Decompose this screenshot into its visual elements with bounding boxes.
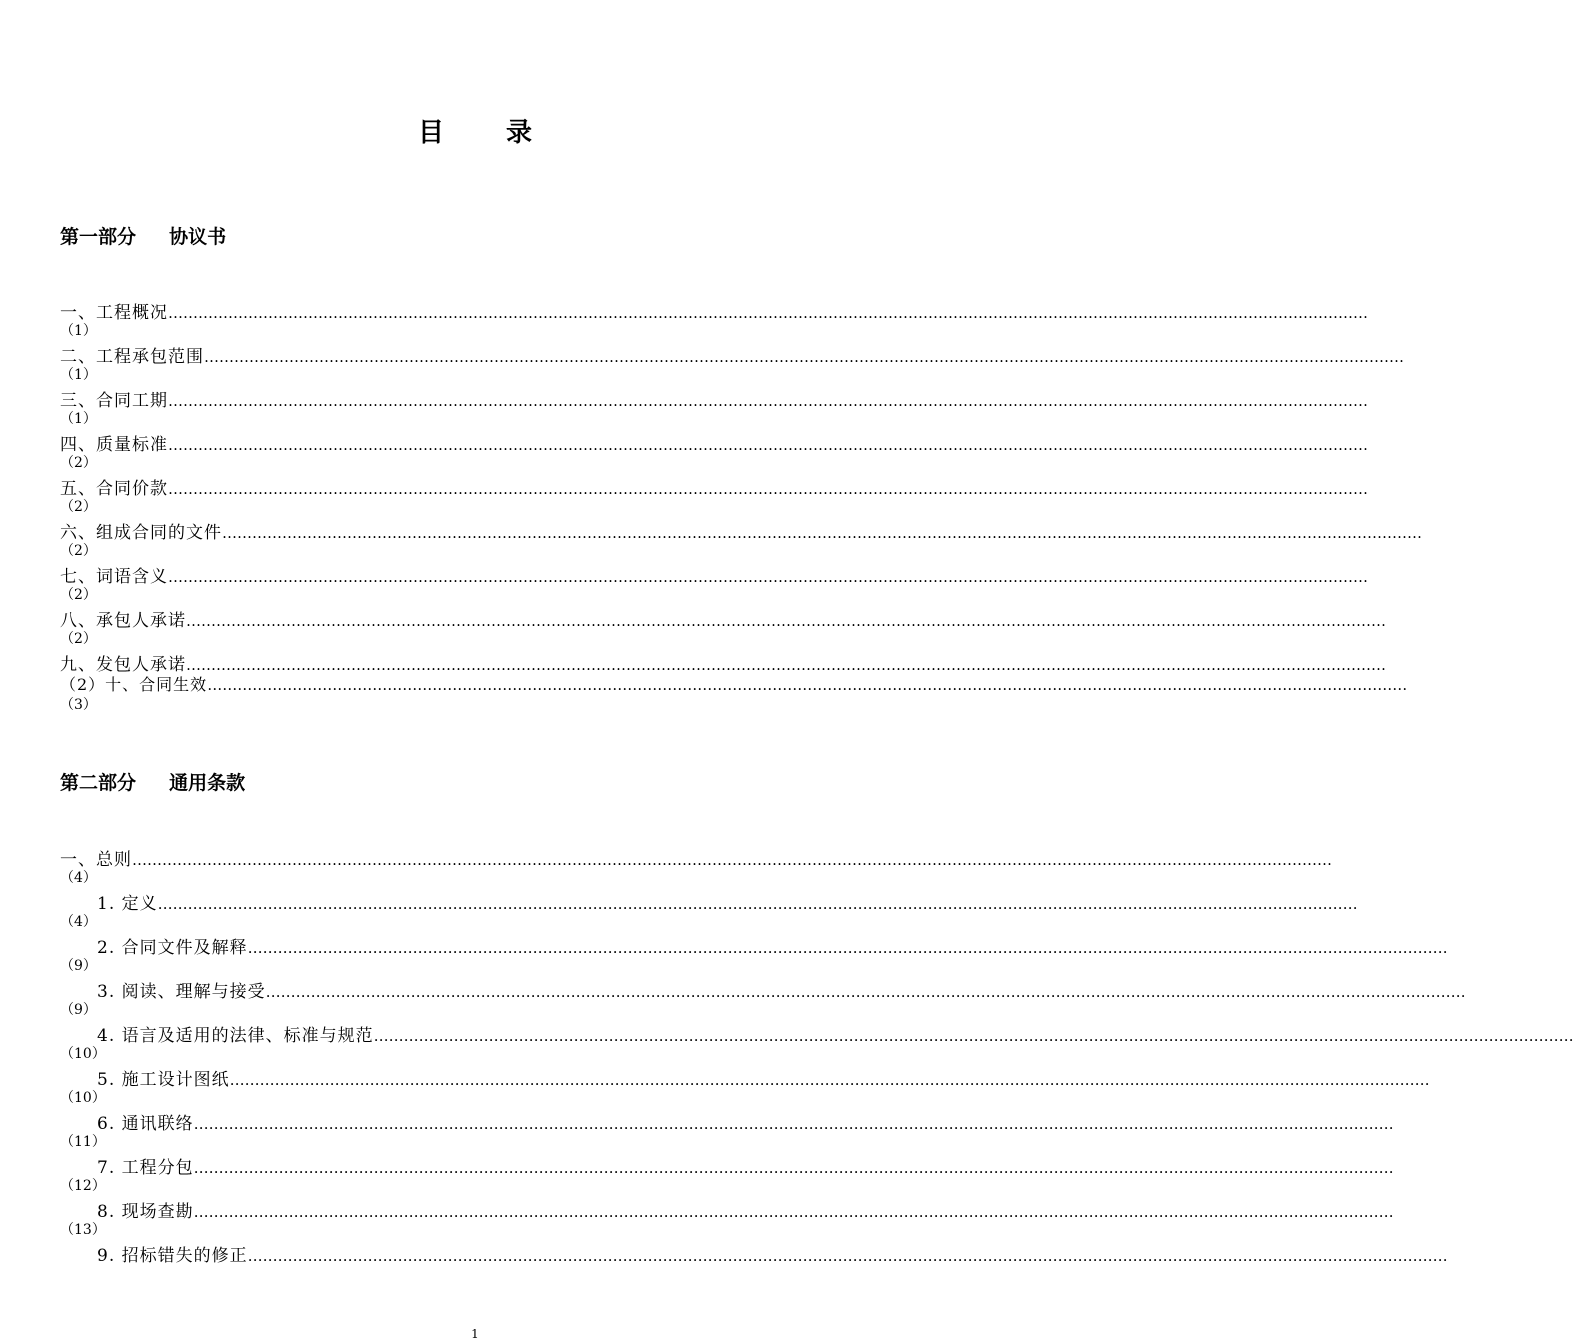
toc-entry-page: （2） — [60, 631, 97, 647]
dot-leader: …………………………………………………………………………………………………………………………………………………………………………………………………………………… — [168, 480, 1368, 498]
toc-entry-page: （1） — [60, 323, 97, 339]
dot-leader: …………………………………………………………………………………………………………………………………………………………………………………………………………………… — [247, 939, 1448, 957]
title-char-1: 目 — [417, 118, 444, 148]
toc-entry-page: （4） — [60, 870, 97, 886]
toc-entry-page: （10） — [60, 1090, 106, 1106]
toc-entry-label: 9. 招标错失的修正 — [97, 1246, 248, 1266]
dot-leader: …………………………………………………………………………………………………………………………………………………………………………………………………………………… — [247, 1247, 1448, 1265]
toc-entry-label: 7. 工程分包 — [97, 1158, 194, 1178]
toc-entry-label: 1. 定义 — [97, 894, 158, 914]
dot-leader: …………………………………………………………………………………………………………………………………………………………………………………………………………………… — [132, 851, 1332, 869]
part2-heading: 第二部分 通用条款 — [60, 772, 246, 794]
dot-leader: …………………………………………………………………………………………………………………………………………………………………………………………………………………… — [373, 1027, 1574, 1045]
dot-leader: …………………………………………………………………………………………………………………………………………………………………………………………………………………… — [204, 348, 1404, 366]
page-title — [0, 112, 950, 149]
dot-leader: …………………………………………………………………………………………………………………………………………………………………………………………………………………… — [222, 524, 1422, 542]
toc-entry[interactable] — [60, 933, 1448, 977]
toc-entry-label: 4. 语言及适用的法律、标准与规范 — [97, 1026, 374, 1046]
dot-leader: …………………………………………………………………………………………………………………………………………………………………………………………………………………… — [157, 895, 1358, 913]
toc-entry-label: 3. 阅读、理解与接受 — [97, 982, 266, 1002]
toc-entry-page: （12） — [60, 1178, 106, 1194]
toc-entry-page: （2） — [60, 499, 97, 515]
toc-entry-label: 八、承包人承诺 — [60, 611, 186, 631]
part1-toc — [60, 298, 1422, 716]
toc-entry-page: （1） — [60, 367, 97, 383]
toc-entry-label: （2）十、合同生效 — [60, 675, 208, 694]
toc-entry[interactable] — [60, 518, 1422, 562]
toc-entry-page: （2） — [60, 455, 97, 471]
toc-entry-label: 6. 通讯联络 — [97, 1114, 194, 1134]
toc-entry-page: （3） — [60, 697, 97, 713]
dot-leader: …………………………………………………………………………………………………………………………………………………………………………………………………………………… — [168, 304, 1368, 322]
toc-entry-label: 一、总则 — [60, 850, 132, 870]
toc-entry[interactable] — [60, 1065, 1430, 1109]
toc-entry[interactable] — [60, 977, 1466, 1021]
page-number: 1 — [471, 1327, 479, 1341]
toc-entry-page: （13） — [60, 1222, 106, 1238]
toc-entry[interactable] — [60, 342, 1404, 386]
toc-entry-page: （9） — [60, 1002, 97, 1018]
part2-toc — [60, 845, 1574, 1285]
dot-leader: …………………………………………………………………………………………………………………………………………………………………………………………………………………… — [168, 436, 1368, 454]
toc-entry[interactable] — [60, 650, 1386, 675]
toc-entry[interactable] — [60, 889, 1358, 933]
dot-leader: …………………………………………………………………………………………………………………………………………………………………………………………………………………… — [229, 1071, 1430, 1089]
toc-entry[interactable] — [60, 845, 1332, 889]
dot-leader: …………………………………………………………………………………………………………………………………………………………………………………………………………………… — [193, 1115, 1394, 1133]
toc-entry[interactable] — [60, 1197, 1394, 1241]
toc-entry[interactable] — [60, 1153, 1394, 1197]
dot-leader: …………………………………………………………………………………………………………………………………………………………………………………………………………………… — [186, 656, 1386, 674]
toc-entry-label: 8. 现场查勘 — [97, 1202, 194, 1222]
toc-entry-label: 四、质量标准 — [60, 435, 168, 455]
toc-entry[interactable] — [60, 430, 1368, 474]
toc-entry-label: 二、工程承包范围 — [60, 347, 204, 367]
toc-entry-label: 九、发包人承诺 — [60, 655, 186, 675]
dot-leader: …………………………………………………………………………………………………………………………………………………………………………………………………………………… — [265, 983, 1466, 1001]
title-char-2: 录 — [506, 118, 533, 148]
toc-entry-page: （2） — [60, 543, 97, 559]
toc-entry-page: （11） — [60, 1134, 106, 1150]
toc-entry[interactable] — [60, 562, 1368, 606]
dot-leader: …………………………………………………………………………………………………………………………………………………………………………………………………………………… — [193, 1159, 1394, 1177]
toc-entry[interactable] — [60, 672, 1408, 716]
toc-entry[interactable] — [60, 474, 1368, 518]
toc-entry[interactable] — [60, 386, 1368, 430]
toc-entry-label: 六、组成合同的文件 — [60, 523, 222, 543]
toc-entry-page: （10） — [60, 1046, 106, 1062]
toc-entry-label: 七、词语含义 — [60, 567, 168, 587]
toc-entry[interactable] — [60, 1241, 1448, 1285]
toc-entry[interactable] — [60, 606, 1386, 650]
toc-entry[interactable] — [60, 1109, 1394, 1153]
dot-leader: …………………………………………………………………………………………………………………………………………………………………………………………………………………… — [168, 568, 1368, 586]
toc-entry-page: （2） — [60, 587, 97, 603]
toc-entry-label: 2. 合同文件及解释 — [97, 938, 248, 958]
dot-leader: …………………………………………………………………………………………………………………………………………………………………………………………………………………… — [168, 392, 1368, 410]
toc-entry-label: 5. 施工设计图纸 — [97, 1070, 230, 1090]
toc-entry-label: 五、合同价款 — [60, 479, 168, 499]
toc-entry-page: （9） — [60, 958, 97, 974]
toc-entry-label: 一、工程概况 — [60, 303, 168, 323]
toc-entry-page: （1） — [60, 411, 97, 427]
toc-entry-label: 三、合同工期 — [60, 391, 168, 411]
toc-entry-page: （4） — [60, 914, 97, 930]
part1-heading: 第一部分 协议书 — [60, 226, 227, 248]
toc-entry[interactable] — [60, 298, 1368, 342]
toc-entry[interactable] — [60, 1021, 1574, 1065]
dot-leader: …………………………………………………………………………………………………………………………………………………………………………………………………………………… — [186, 612, 1386, 630]
dot-leader: …………………………………………………………………………………………………………………………………………………………………………………………………………………… — [193, 1203, 1394, 1221]
dot-leader: …………………………………………………………………………………………………………………………………………………………………………………………………………………… — [207, 676, 1408, 694]
